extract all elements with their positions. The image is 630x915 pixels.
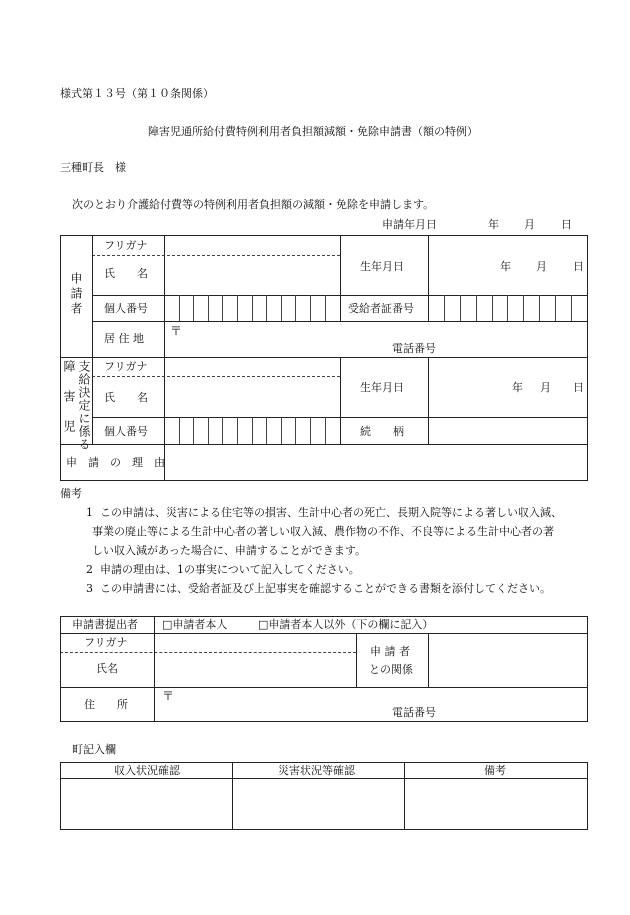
child-name-label: 氏 名 bbox=[104, 391, 148, 404]
note-1-line-3: しい収入減があった場合に、申請することができます。 bbox=[92, 544, 367, 557]
note-2-line-1: 申請の理由は、1の事実について記入してください。 bbox=[100, 563, 360, 576]
town-use-disaster-field[interactable] bbox=[233, 779, 404, 829]
applicant-phone-label: 電話番号 bbox=[392, 342, 436, 355]
submitter-furigana-label: フリガナ bbox=[84, 636, 128, 649]
child-birth-year: 年 bbox=[512, 381, 523, 394]
submitter-relation-field[interactable] bbox=[429, 634, 587, 687]
child-section-label-right: 支給決定に係る bbox=[77, 360, 91, 451]
child-name-field[interactable] bbox=[165, 377, 340, 417]
applicant-section-label: 申請者 bbox=[69, 272, 83, 317]
submitter-label: 申請書提出者 bbox=[72, 618, 138, 631]
recipient-cert-number-label: 受給者証番号 bbox=[348, 302, 414, 315]
town-use-remarks-field[interactable] bbox=[405, 779, 587, 829]
application-date-year: 年 bbox=[488, 218, 499, 231]
applicant-furigana-label: フリガナ bbox=[104, 239, 148, 252]
child-relationship-field[interactable] bbox=[429, 418, 587, 444]
child-personal-number-label: 個人番号 bbox=[104, 425, 148, 438]
town-use-col-income: 収入状況確認 bbox=[114, 764, 180, 777]
submitter-name-field[interactable] bbox=[155, 653, 356, 687]
note-1-line-1: この申請は、災害による住宅等の損害、生計中心者の死亡、長期入院等による著しい収入減、 bbox=[100, 506, 562, 519]
child-furigana-label: フリガナ bbox=[104, 360, 148, 373]
submitter-relation-label-2: との関係 bbox=[369, 663, 413, 676]
addressee: 三種町長 様 bbox=[60, 161, 126, 174]
note-1-line-2: 事業の廃止等による生計中心者の著しい収入減、農作物の不作、不良等による生計中心者の著 bbox=[92, 525, 554, 538]
applicant-personal-number-label: 個人番号 bbox=[104, 302, 148, 315]
intro-text: 次のとおり介護給付費等の特例利用者負担額の減額・免除を申請します。 bbox=[72, 198, 435, 211]
page-title: 障害児通所給付費特例利用者負担額減額・免除申請書（額の特例） bbox=[148, 125, 478, 138]
applicant-name-field[interactable] bbox=[165, 256, 340, 295]
applicant-furigana-field[interactable] bbox=[165, 236, 340, 255]
recipient-cert-number-field[interactable] bbox=[429, 296, 587, 321]
child-personal-number-field[interactable] bbox=[165, 418, 340, 444]
form-number: 様式第１３号（第１０条関係） bbox=[60, 87, 214, 100]
submitter-address-label: 住 所 bbox=[84, 698, 128, 711]
child-birthdate-field[interactable] bbox=[429, 358, 587, 417]
child-birthdate-label: 生年月日 bbox=[360, 381, 404, 394]
submitter-relation-label-1: 申 請 者 bbox=[370, 645, 410, 658]
application-date-day: 日 bbox=[561, 218, 572, 231]
submitter-address-field[interactable] bbox=[155, 688, 587, 721]
applicant-birthdate-field[interactable] bbox=[429, 236, 587, 295]
note-2-number: 2 bbox=[86, 563, 93, 576]
town-use-income-field[interactable] bbox=[61, 779, 232, 829]
child-section-label-left: 障害児 bbox=[62, 360, 76, 450]
applicant-address-label: 居 住 地 bbox=[104, 332, 144, 345]
child-relationship-label: 続 柄 bbox=[360, 425, 404, 438]
applicant-personal-number-field[interactable] bbox=[165, 296, 340, 321]
submitter-option-self[interactable]: □申請者本人 bbox=[162, 618, 228, 631]
submitter-option-other[interactable]: □申請者本人以外（下の欄に記入） bbox=[258, 618, 434, 631]
applicant-birthdate-label: 生年月日 bbox=[360, 260, 404, 273]
applicant-postal-mark: 〒 bbox=[170, 324, 183, 338]
child-birth-month: 月 bbox=[540, 381, 551, 394]
reason-field[interactable] bbox=[165, 445, 587, 480]
reason-label: 申 請 の 理 由 bbox=[66, 456, 165, 469]
applicant-birth-month: 月 bbox=[536, 260, 547, 273]
applicant-birth-day: 日 bbox=[573, 260, 584, 273]
applicant-address-field[interactable] bbox=[165, 322, 587, 357]
town-use-col-disaster: 災害状況等確認 bbox=[278, 764, 355, 777]
applicant-name-label: 氏 名 bbox=[104, 267, 148, 280]
submitter-name-label: 氏名 bbox=[96, 662, 118, 675]
child-birth-day: 日 bbox=[573, 381, 584, 394]
child-furigana-field[interactable] bbox=[165, 358, 340, 376]
application-date-label: 申請年月日 bbox=[382, 218, 437, 231]
applicant-birth-year: 年 bbox=[500, 260, 511, 273]
town-use-col-remarks: 備考 bbox=[484, 764, 506, 777]
submitter-furigana-field[interactable] bbox=[155, 634, 356, 652]
note-1-number: 1 bbox=[86, 506, 93, 519]
note-3-number: 3 bbox=[86, 582, 93, 595]
town-use-heading: 町記入欄 bbox=[72, 743, 116, 756]
note-3-line-1: この申請書には、受給者証及び上記事実を確認することができる書類を添付してください。 bbox=[100, 582, 551, 595]
application-date-month: 月 bbox=[524, 218, 535, 231]
submitter-postal-mark: 〒 bbox=[162, 689, 175, 703]
notes-heading: 備考 bbox=[60, 487, 82, 500]
submitter-phone-label: 電話番号 bbox=[392, 706, 436, 719]
